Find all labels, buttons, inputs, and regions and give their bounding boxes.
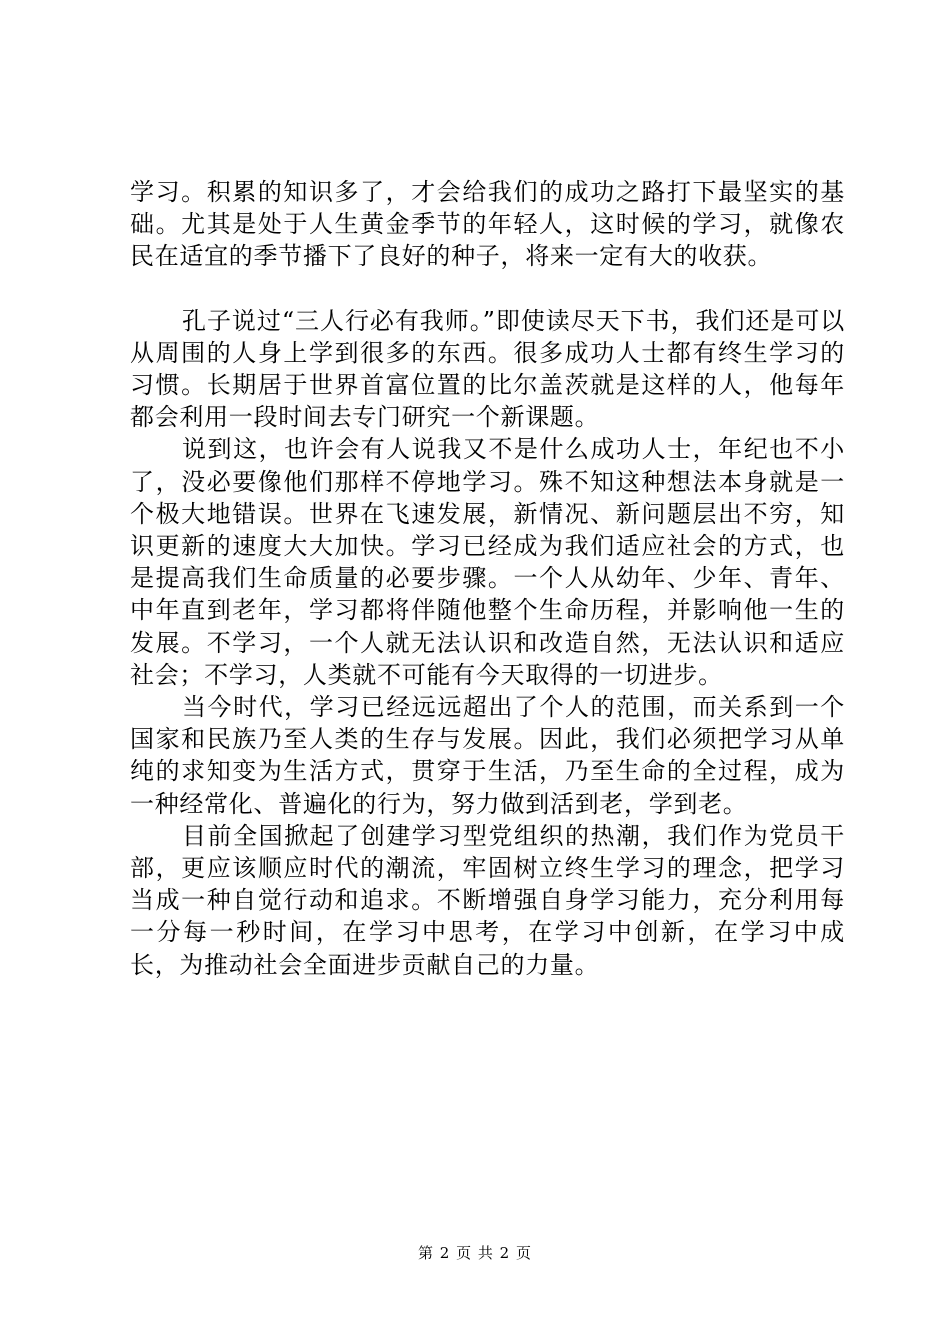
document-body <box>130 176 845 981</box>
paragraph-continued: 学习。积累的知识多了，才会给我们的成功之路打下最坚实的基础。尤其是处于人生黄金季节的年轻人，这时候的学习，就像农民在适宜的季节播下了良好的种子，将来一定有大的收获。 <box>130 178 845 271</box>
paragraph-confucius: 孔子说过“三人行必有我师。”即使读尽天下书，我们还是可以从周围的人身上学到很多的东西。很多成功人士都有终生学习的习惯。长期居于世界首富位置的比尔盖茨就是这样的人，他每年都会利用一段时间去专门研究一个新课题。 <box>130 306 845 432</box>
paragraph-lifelong-learning: 说到这，也许会有人说我又不是什么成功人士，年纪也不小了，没必要像他们那样不停地学习。殊不知这种想法本身就是一个极大地错误。世界在飞速发展，新情况、新问题层出不穷，知识更新的速度大大加快。学习已经成为我们适应社会的方式，也是提高我们生命质量的必要步骤。一个人从幼年、少年、青年、中年直到老年，学习都将伴随他整个生命历程，并影响他一生的发展。不学习，一个人就无法认识和改造自然，无法认识和适应社会；不学习，人类就不可能有今天取得的一切进步。 <box>130 435 845 689</box>
paragraph-contemporary-era: 当今时代，学习已经远远超出了个人的范围，而关系到一个国家和民族乃至人类的生存与发展。因此，我们必须把学习从单纯的求知变为生活方式，贯穿于生活，乃至生命的全过程，成为一种经常化、普遍化的行为，努力做到活到老，学到老。 <box>130 693 845 818</box>
paragraph-party-members: 目前全国掀起了创建学习型党组织的热潮，我们作为党员干部，更应该顺应时代的潮流，牢固树立终生学习的理念，把学习当成一种自觉行动和追求。不断增强自身学习能力，充分利用每一分每一秒时间，在学习中思考，在学习中创新，在学习中成长，为推动社会全面进步贡献自己的力量。 <box>130 821 845 979</box>
page-number-footer: 第 2 页 共 2 页 <box>418 1244 532 1262</box>
